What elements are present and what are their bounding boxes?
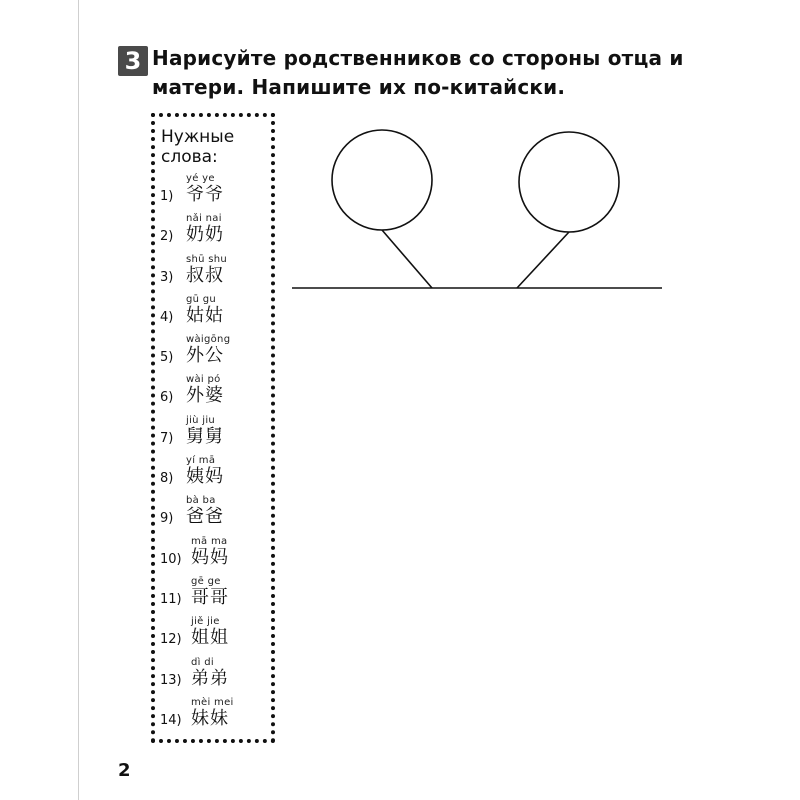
word-number: 13)	[160, 672, 182, 688]
word-pinyin: mā ma	[191, 535, 228, 547]
word-item	[160, 254, 272, 294]
word-pinyin: mèi mei	[191, 696, 234, 708]
page-edge-line	[78, 0, 79, 800]
task-header	[118, 44, 698, 104]
word-hanzi: 姐姐	[191, 627, 229, 649]
word-pinyin: gū gu	[186, 293, 217, 305]
task-instruction: Нарисуйте родственников со стороны отца и матери. Напишите их по-китайски.	[152, 46, 684, 99]
word-pinyin: bà ba	[186, 495, 216, 507]
word-hanzi: 妈妈	[191, 546, 229, 568]
word-number: 12)	[160, 632, 182, 648]
word-item	[160, 576, 272, 616]
right-branch-line	[517, 232, 569, 288]
word-item	[160, 374, 272, 414]
left-branch-line	[382, 230, 432, 288]
word-box	[151, 113, 275, 743]
page-number: 2	[118, 760, 131, 781]
word-box-title: Нужные слова:	[161, 127, 235, 167]
word-number: 14)	[160, 712, 182, 728]
word-item	[160, 536, 272, 576]
word-hanzi: 弟弟	[191, 667, 229, 689]
word-number: 7)	[160, 430, 174, 446]
word-number: 6)	[160, 390, 174, 406]
word-number: 3)	[160, 269, 174, 285]
word-item	[160, 213, 272, 253]
word-hanzi: 舅舅	[186, 425, 224, 447]
word-number: 4)	[160, 309, 174, 325]
word-item	[160, 415, 272, 455]
word-hanzi: 妹妹	[191, 707, 229, 729]
word-item	[160, 294, 272, 334]
left-relative-circle	[332, 130, 432, 230]
word-number: 8)	[160, 471, 174, 487]
word-pinyin: dì di	[191, 656, 214, 668]
word-pinyin: wài pó	[186, 374, 221, 386]
word-hanzi: 爸爸	[186, 506, 224, 528]
word-pinyin: nǎi nai	[186, 213, 222, 225]
word-pinyin: yé ye	[186, 173, 215, 184]
word-hanzi: 奶奶	[186, 224, 224, 246]
word-item	[160, 173, 272, 213]
word-number: 11)	[160, 591, 182, 607]
word-number: 10)	[160, 551, 182, 567]
word-hanzi: 姑姑	[186, 304, 224, 326]
word-item	[160, 616, 272, 656]
word-hanzi: 叔叔	[186, 264, 224, 286]
word-hanzi: 爷爷	[186, 184, 224, 205]
word-number: 1)	[160, 189, 174, 204]
word-hanzi: 外婆	[186, 385, 224, 407]
word-number: 2)	[160, 229, 174, 245]
word-number: 9)	[160, 511, 174, 527]
word-hanzi: 外公	[186, 345, 224, 367]
word-hanzi: 姨妈	[186, 466, 224, 488]
word-pinyin: shū shu	[186, 253, 228, 265]
word-list	[160, 173, 272, 737]
word-pinyin: wàigōng	[186, 334, 231, 346]
family-tree-drawing	[290, 126, 666, 296]
word-pinyin: gē ge	[191, 575, 221, 587]
task-number-badge: 3	[118, 46, 148, 76]
word-item	[160, 657, 272, 697]
word-item	[160, 334, 272, 374]
word-hanzi: 哥哥	[191, 586, 229, 608]
word-number: 5)	[160, 350, 174, 366]
word-item	[160, 495, 272, 535]
right-relative-circle	[519, 132, 619, 232]
word-pinyin: yí mā	[186, 455, 216, 467]
word-pinyin: jiě jie	[191, 616, 220, 628]
word-pinyin: jiù jiu	[186, 414, 216, 426]
word-item	[160, 455, 272, 495]
word-item	[160, 697, 272, 737]
